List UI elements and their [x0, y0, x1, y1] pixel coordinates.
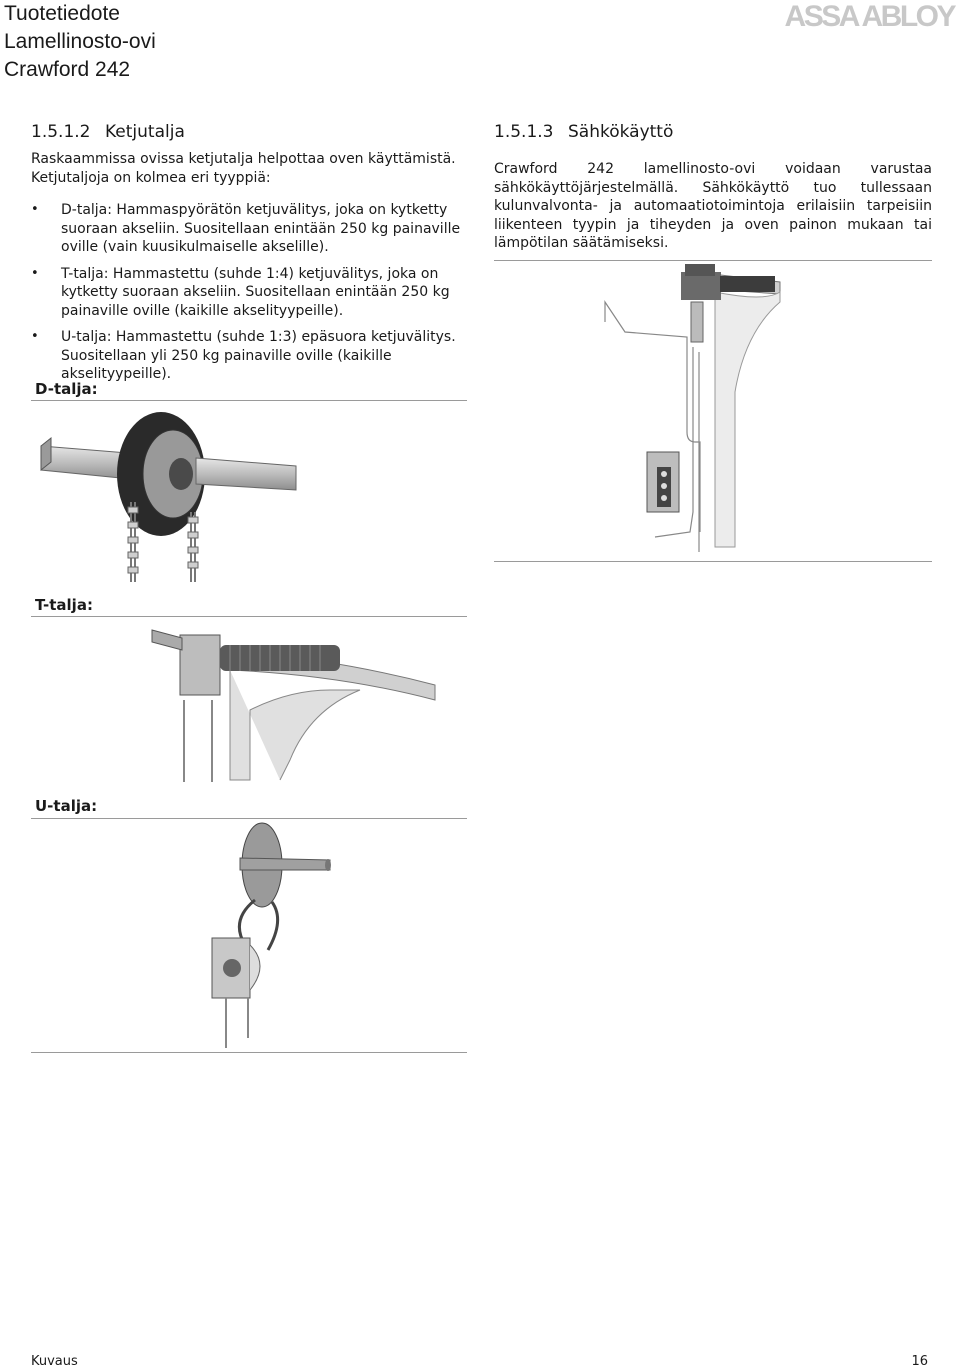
divider-end: [31, 1052, 467, 1053]
electric-drive-paragraph: Crawford 242 lamellinosto-ovi voidaan varustaa sähkökäyttöjärjestelmällä. Sähkökäyttö tuo tullessaan kulunvalvonta- ja automaatiotoimintoja erilaisiin tarpeisiin liikenteen tyypin ja tiheyden ja oven painon mukaan tai lämpötilan säätämiseksi.: [494, 161, 932, 251]
list-item-t-talja: • T-talja: Hammastettu (suhde 1:4) ketjuvälitys, joka on kytketty suoraan akseliin. Suositellaan enintään 250 kg painaville oville (kaikille akselityypeille).: [31, 265, 461, 321]
divider-t: [31, 616, 467, 617]
d-talja-illustration: [31, 402, 467, 584]
section-heading-sahkokaytto: [494, 122, 932, 142]
footer-section-label: Kuvaus: [31, 1354, 78, 1369]
caption-u-talja: U-talja:: [35, 797, 98, 815]
header-model: Crawford 242: [4, 58, 131, 81]
section-title: Sähkökäyttö: [568, 122, 674, 142]
divider-u: [31, 818, 467, 819]
section-number: 1.5.1.3: [494, 122, 554, 142]
intro-paragraph: [31, 150, 471, 187]
section-heading-ketjutalja: [31, 122, 471, 142]
divider-right-top: [494, 260, 932, 261]
list-item-u-talja: • U-talja: Hammastettu (suhde 1:3) epäsuora ketjuvälitys. Suositellaan yli 250 kg painaville oville (kaikille akselityypeille).: [31, 328, 461, 384]
t-talja-illustration: [140, 620, 440, 785]
caption-t-talja: T-talja:: [35, 596, 93, 614]
electric-drive-illustration: [595, 262, 785, 552]
intro-line-1: Raskaammissa ovissa ketjutalja helpottaa oven käyttämistä.: [31, 151, 456, 167]
hoist-type-list: [31, 201, 461, 392]
section-title: Ketjutalja: [105, 122, 185, 142]
document-header: [4, 0, 156, 84]
u-talja-illustration: [200, 820, 340, 1050]
caption-d-talja: D-talja:: [35, 380, 98, 398]
list-item-d-talja: • D-talja: Hammaspyörätön ketjuvälitys, joka on kytketty suoraan akseliin. Suositellaan enintään 250 kg painaville oville (vain kuusikulmaiselle akselille).: [31, 201, 461, 257]
divider-d: [31, 400, 467, 401]
page-number: 16: [911, 1354, 928, 1369]
header-title: Tuotetiedote: [4, 2, 120, 25]
divider-right-bottom: [494, 561, 932, 562]
section-number: 1.5.1.2: [31, 122, 91, 142]
header-product: Lamellinosto-ovi: [4, 30, 156, 53]
assa-abloy-logo: ASSA ABLOY: [784, 0, 954, 33]
intro-line-2: Ketjutaljoja on kolmea eri tyyppiä:: [31, 169, 271, 186]
